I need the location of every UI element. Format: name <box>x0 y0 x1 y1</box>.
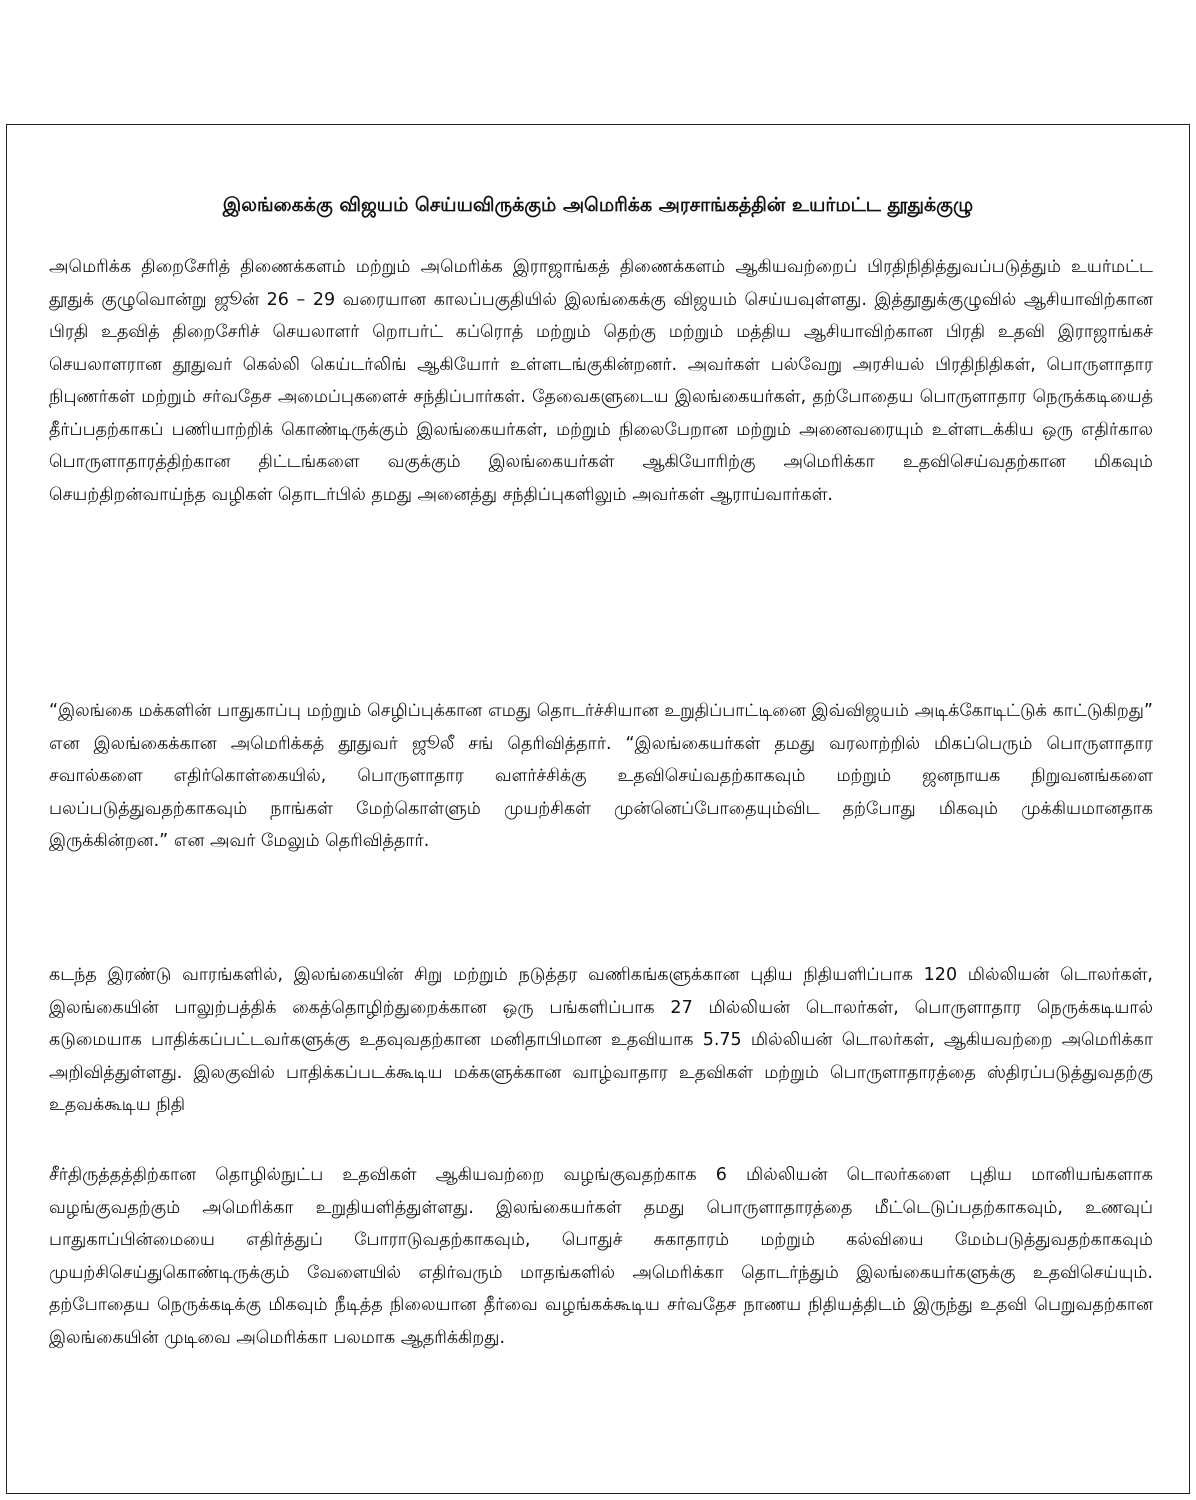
document-page <box>6 124 1190 1494</box>
paragraph-2: “இலங்கை மக்களின் பாதுகாப்பு மற்றும் செழிப்புக்கான எமது தொடர்ச்சியான உறுதிப்பாட்டினை இவ்விஜயம் அடிக்கோடிட்டுக் காட்டுகிறது” என இலங்கைக்கான அமெரிக்கத் தூதுவர் ஜூலீ சங் தெரிவித்தார். “இலங்கையர்கள் தமது வரலாற்றில் மிகப்பெரும் பொருளாதார சவால்களை எதிர்கொள்கையில், பொருளாதார வளர்ச்சிக்கு உதவிசெய்வதற்காகவும் மற்றும் ஜனநாயக நிறுவனங்களை பலப்படுத்துவதற்காகவும் நாங்கள் மேற்கொள்ளும் முயற்சிகள் முன்னெப்போதையும்விட தற்போது மிகவும் முக்கியமானதாக இருக்கின்றன.” என அவர் மேலும் தெரிவித்தார். <box>49 701 1153 851</box>
paragraph-4: சீர்திருத்தத்திற்கான தொழில்நுட்ப உதவிகள் ஆகியவற்றை வழங்குவதற்காக 6 மில்லியன் டொலர்களை புதிய மானியங்களாக வழங்குவதற்கும் அமெரிக்கா உறுதியளித்துள்ளது. இலங்கையர்கள் தமது பொருளாதாரத்தை மீட்டெடுப்பதற்காகவும், உணவுப் பாதுகாப்பின்மையை எதிர்த்துப் போராடுவதற்காகவும், பொதுச் சுகாதாரம் மற்றும் கல்வியை மேம்படுத்துவதற்காகவும் முயற்சிசெய்துகொண்டிருக்கும் வேளையில் எதிர்வரும் மாதங்களில் அமெரிக்கா தொடர்ந்தும் இலங்கையர்களுக்கு உதவிசெய்யும். தற்போதைய நெருக்கடிக்கு மிகவும் நீடித்த நிலையான தீர்வை வழங்கக்கூடிய சர்வதேச நாணய நிதியத்திடம் இருந்து உதவி பெறுவதற்கான இலங்கையின் முடிவை அமெரிக்கா பலமாக ஆதரிக்கிறது. <box>49 1165 1153 1348</box>
paragraph-1: அமெரிக்க திறைசேரித் திணைக்களம் மற்றும் அமெரிக்க இராஜாங்கத் திணைக்களம் ஆகியவற்றைப் பிரதிநிதித்துவப்படுத்தும் உயர்மட்ட தூதுக் குழுவொன்று ஜூன் 26 – 29 வரையான காலப்பகுதியில் இலங்கைக்கு விஜயம் செய்யவுள்ளது. இத்தூதுக்குழுவில் ஆசியாவிற்கான பிரதி உதவித் திறைசேரிச் செயலாளர் றொபர்ட் கப்ரொத் மற்றும் தெற்கு மற்றும் மத்திய ஆசியாவிற்கான பிரதி உதவி இராஜாங்கச் செயலாளரான தூதுவர் கெல்லி கெய்டர்லிங் ஆகியோர் உள்ளடங்குகின்றனர். அவர்கள் பல்வேறு அரசியல் பிரதிநிதிகள், பொருளாதார நிபுணர்கள் மற்றும் சர்வதேச அமைப்புகளைச் சந்திப்பார்கள். தேவைகளுடைய இலங்கையர்கள், தற்போதைய பொருளாதார நெருக்கடியைத் தீர்ப்பதற்காகப் பணியாற்றிக் கொண்டிருக்கும் இலங்கையர்கள், மற்றும் நிலைபேறான மற்றும் அனைவரையும் உள்ளடக்கிய ஒரு எதிர்கால பொருளாதாரத்திற்கான திட்டங்களை வகுக்கும் இலங்கையர்கள் ஆகியோரிற்கு அமெரிக்கா உதவிசெய்வதற்கான மிகவும் செயற்திறன்வாய்ந்த வழிகள் தொடர்பில் தமது அனைத்து சந்திப்புகளிலும் அவர்கள் ஆராய்வார்கள். <box>49 257 1153 505</box>
paragraph-3: கடந்த இரண்டு வாரங்களில், இலங்கையின் சிறு மற்றும் நடுத்தர வணிகங்களுக்கான புதிய நிதியளிப்பாக 120 மில்லியன் டொலர்கள், இலங்கையின் பாலுற்பத்திக் கைத்தொழிற்துறைக்கான ஒரு பங்களிப்பாக 27 மில்லியன் டொலர்கள், பொருளாதார நெருக்கடியால் கடுமையாக பாதிக்கப்பட்டவர்களுக்கு உதவுவதற்கான மனிதாபிமான உதவியாக 5.75 மில்லியன் டொலர்கள், ஆகியவற்றை அமெரிக்கா அறிவித்துள்ளது. இலகுவில் பாதிக்கப்படக்கூடிய மக்களுக்கான வாழ்வாதார உதவிகள் மற்றும் பொருளாதாரத்தை ஸ்திரப்படுத்துவதற்கு உதவக்கூடிய நிதி <box>49 965 1153 1115</box>
document-title: இலங்கைக்கு விஜயம் செய்யவிருக்கும் அமெரிக்க அரசாங்கத்தின் உயர்மட்ட தூதுக்குழு <box>222 194 974 216</box>
